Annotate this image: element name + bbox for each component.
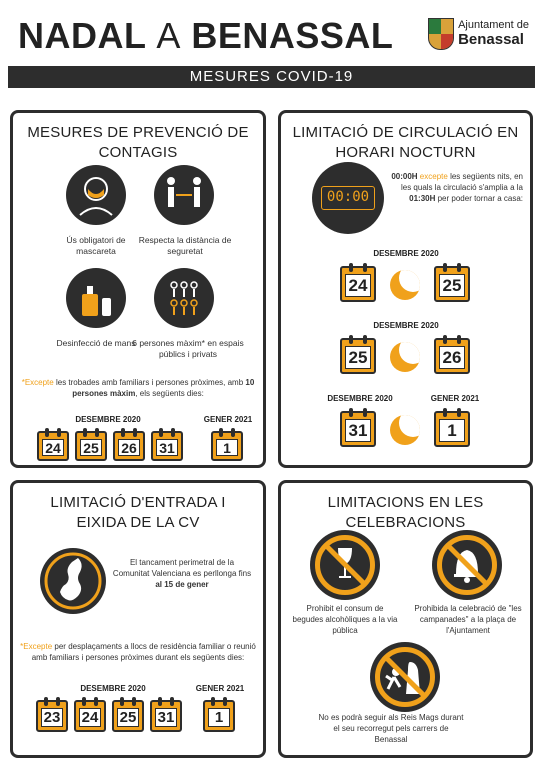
group-caption: 6 persones màxim* en espais públics i privats (132, 338, 244, 360)
calendar-icon: 1 (211, 431, 243, 461)
calendar-icon: 25 (112, 700, 144, 732)
sanitizer-icon (66, 268, 126, 328)
moon-icon (390, 415, 420, 445)
month-label: DESEMBRE 2020 (80, 684, 146, 693)
calendar-icon: 26 (434, 338, 470, 374)
reis-caption: No es podrà seguir als Reis Mags durant el seu recorregut pels carrers de Benassal (318, 713, 464, 744)
panel-prevencio (10, 110, 266, 468)
logo-line-2: Benassal (458, 30, 524, 48)
month-label: DESEMBRE 2020 (327, 394, 393, 403)
panel-title: LIMITACIONS EN LES CELEBRACIONS (327, 494, 484, 531)
campanades-caption: Prohibida la celebració de "les campanades" a la plaça de l'Ajuntament (414, 604, 522, 635)
panel-title: MESURES DE PREVENCIÓ DE CONTAGIS (27, 124, 249, 161)
month-label: GENER 2021 (203, 415, 253, 424)
calendar-icon: 24 (74, 700, 106, 732)
month-label: GENER 2021 (430, 394, 480, 403)
entrada-text: El tancament perimetral de la Comunitat Valenciana es perllonga fins al 15 de gener (112, 558, 252, 589)
calendar-icon: 24 (37, 431, 69, 461)
logo-line-1: Ajuntament de (458, 19, 529, 32)
calendar-icon: 25 (434, 266, 470, 302)
circulacio-text: 00:00H excepte les següents nits, en les quals la circulació s'amplia a la 01:30H per poder tornar a casa: (391, 172, 523, 203)
calendar-icon: 31 (150, 700, 182, 732)
group-icon (154, 268, 214, 328)
clock-icon: 00:00 (312, 162, 384, 234)
month-label: DESEMBRE 2020 (373, 249, 439, 258)
no-alcohol-icon (310, 530, 380, 600)
distance-caption: Respecta la distància de seguretat (138, 235, 232, 257)
calendar-icon: 31 (340, 411, 376, 447)
no-bell-icon (432, 530, 502, 600)
distance-icon (154, 165, 214, 225)
alcohol-caption: Prohibit el consum de begudes alcohòliques a la via pública (292, 604, 398, 635)
moon-icon (390, 342, 420, 372)
page-title: NADAL A BENASSAL (18, 15, 394, 56)
no-follow-icon (370, 642, 440, 712)
calendar-icon: 25 (75, 431, 107, 461)
valencia-map-icon (40, 548, 106, 614)
covid-banner: MESURES COVID-19 (8, 66, 535, 88)
entrada-exception-text: *Excepte per desplaçaments a llocs de residència familiar o reunió amb familiars i persones pròximes durant els següents dies: (20, 642, 256, 662)
mask-caption: Ús obligatori de mascareta (66, 235, 126, 257)
month-label: DESEMBRE 2020 (75, 415, 141, 424)
panel-title: LIMITACIÓ DE CIRCULACIÓ EN HORARI NOCTURN (292, 124, 519, 161)
calendar-icon: 26 (113, 431, 145, 461)
panel-title: LIMITACIÓ D'ENTRADA I EIXIDA DE LA CV (50, 494, 226, 531)
coat-of-arms-icon (428, 18, 454, 50)
month-label: DESEMBRE 2020 (373, 321, 439, 330)
calendar-icon: 24 (340, 266, 376, 302)
municipal-logo (428, 18, 529, 50)
prevencio-exception-text: *Excepte les trobades amb familiars i persones pròximes, amb 10 persones màxim, els següents dies: (21, 378, 255, 398)
calendar-icon: 1 (434, 411, 470, 447)
mask-icon (66, 165, 126, 225)
calendar-icon: 23 (36, 700, 68, 732)
calendar-icon: 1 (203, 700, 235, 732)
calendar-icon: 31 (151, 431, 183, 461)
sanitizer-caption: Desinfecció de mans (56, 338, 136, 348)
moon-icon (390, 270, 420, 300)
calendar-icon: 25 (340, 338, 376, 374)
month-label: GENER 2021 (195, 684, 245, 693)
